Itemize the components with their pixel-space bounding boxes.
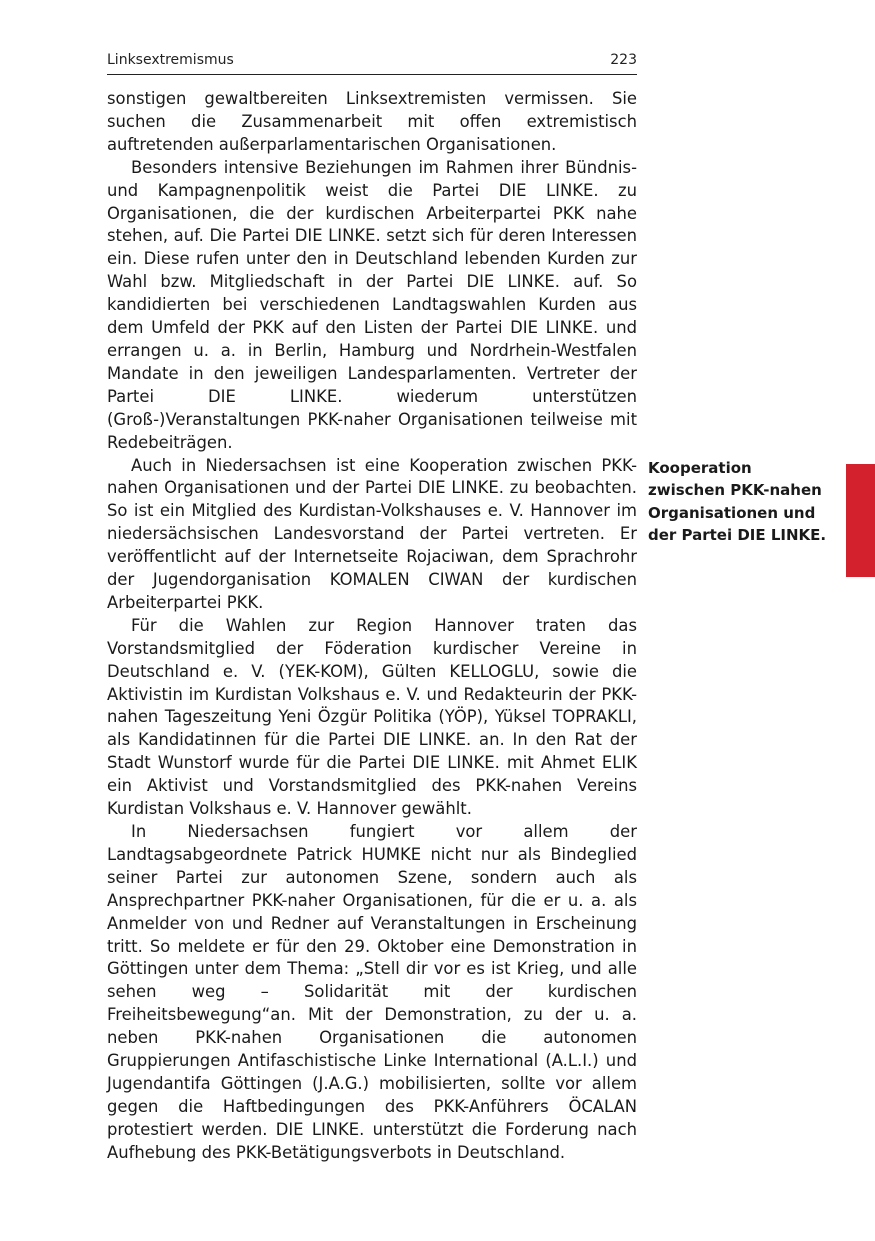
paragraph-3: Auch in Niedersachsen ist eine Kooperation zwischen PKK-nahen Organisationen und der Partei DIE LINKE. zu beobachten. So ist ein Mitglied des Kurdistan-Volkshauses e. V. Hannover im niedersächsischen Landesvorstand der Partei vertreten. Er veröffentlicht auf der Internetseite Rojaciwan, dem Sprachrohr der Jugendorganisation KOMALEN CIWAN der kurdischen Arbeiterpartei PKK.: [107, 455, 637, 612]
paragraph-4: Für die Wahlen zur Region Hannover traten das Vorstandsmitglied der Föderation kurdischer Vereine in Deutschland e. V. (YEK-KOM), Gülten KELLOGLU, sowie die Aktivistin im Kurdistan Volkshaus e. V. und Redakteurin der PKK-nahen Tageszeitung Yeni Özgür Politika (YÖP), Yüksel TOPRAKLI, als Kandidatinnen für die Partei DIE LINKE. an. In den Rat der Stadt Wunstorf wurde für die Partei DIE LINKE. mit Ahmet ELIK ein Aktivist und Vorstandsmitglied des PKK-nahen Vereins Kurdistan Volkshaus e. V. Hannover gewählt.: [107, 615, 637, 819]
page-number: 223: [610, 52, 637, 68]
main-text-column: [107, 88, 637, 1165]
section-tab-marker: [846, 464, 875, 577]
paragraph-1: sonstigen gewaltbereiten Linksextremisten vermissen. Sie suchen die Zusammenarbeit mit offen extremistisch auftretenden außerparlamentarischen Organisationen.: [107, 89, 637, 154]
running-header: [107, 50, 637, 75]
paragraph-5: In Niedersachsen fungiert vor allem der Landtagsabgeordnete Patrick HUMKE nicht nur als Bindeglied seiner Partei zur autonomen Szene, sondern auch als Ansprechpartner PKK-naher Organisationen, für die er u. a. als Anmelder von und Redner auf Veranstaltungen in Erscheinung tritt. So meldete er für den 29. Oktober eine Demonstration in Göttingen unter dem Thema: „Stell dir vor es ist Krieg, und alle sehen weg – Solidarität mit der kurdischen Freiheitsbewegung“an. Mit der Demonstration, zu der u. a. neben PKK-nahen Organisationen die autonomen Gruppierungen Antifaschistische Linke International (A.L.I.) und Jugendantifa Göttingen (J.A.G.) mobilisierten, sollte vor allem gegen die Haftbedingungen des PKK-Anführers ÖCALAN protestiert werden. DIE LINKE. unterstützt die Forderung nach Aufhebung des PKK-Betätigungsverbots in Deutschland.: [107, 822, 637, 1162]
margin-note: Kooperation zwischen PKK-nahen Organisationen und der Partei DIE LINKE.: [648, 459, 827, 544]
paragraph-2: Besonders intensive Beziehungen im Rahmen ihrer Bündnis- und Kampagnenpolitik weist die Partei DIE LINKE. zu Organisationen, die der kurdischen Arbeiterpartei PKK nahe stehen, auf. Die Partei DIE LINKE. setzt sich für deren Interessen ein. Diese rufen unter den in Deutschland lebenden Kurden zur Wahl bzw. Mitgliedschaft in der Partei DIE LINKE. auf. So kandidierten bei verschiedenen Landtagswahlen Kurden aus dem Umfeld der PKK auf den Listen der Partei DIE LINKE. und errangen u. a. in Berlin, Hamburg und Nordrhein-Westfalen Mandate in den jeweiligen Landesparlamenten. Vertreter der Partei DIE LINKE. wiederum unterstützen (Groß-)Veranstaltungen PKK-naher Organisationen teilweise mit Redebeiträgen.: [107, 157, 637, 452]
section-title: Linksextremismus: [107, 52, 234, 68]
